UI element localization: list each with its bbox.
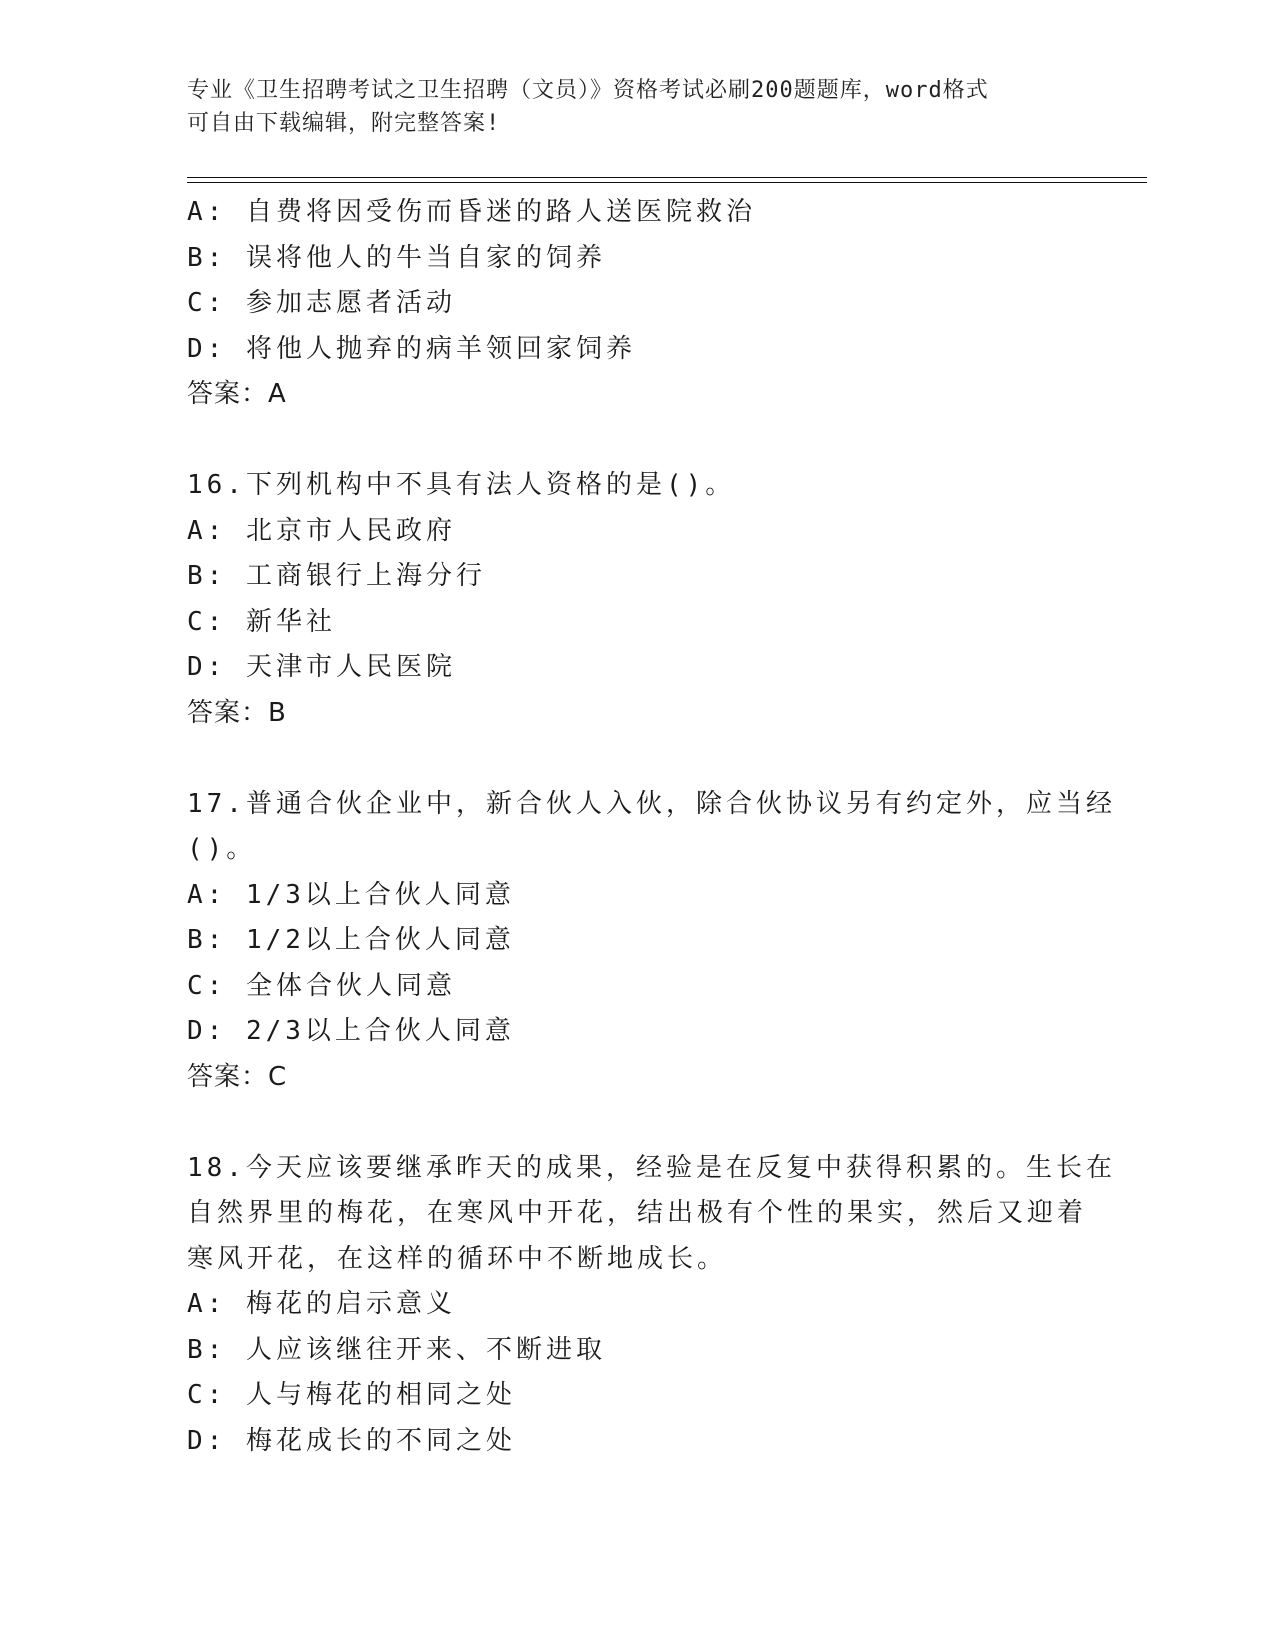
option-d: D: 天津市人民医院 bbox=[187, 652, 456, 682]
answer: 答案：A bbox=[187, 379, 287, 409]
option-d: D: 梅花成长的不同之处 bbox=[187, 1425, 516, 1456]
option-b: B: 人应该继往开来、不断进取 bbox=[187, 1334, 606, 1365]
option-c: C: 全体合伙人同意 bbox=[187, 970, 456, 1001]
option-d: D: 将他人抛弃的病羊领回家饲养 bbox=[187, 333, 636, 364]
question-16 bbox=[187, 463, 1087, 736]
header-title-line-1: 专业《卫生招聘考试之卫生招聘（文员）》资格考试必刷200题题库，word格式 bbox=[187, 78, 989, 103]
question-stem-line-3: 寒风开花，在这样的循环中不断地成长。 bbox=[187, 1243, 728, 1274]
option-a: A: 1/3以上合伙人同意 bbox=[187, 879, 515, 910]
option-c: C: 参加志愿者活动 bbox=[187, 288, 456, 318]
answer: 答案：C bbox=[187, 1061, 288, 1092]
header-title-line-2: 可自由下载编辑，附完整答案! bbox=[187, 111, 501, 136]
option-c: C: 人与梅花的相同之处 bbox=[187, 1380, 516, 1410]
spacer bbox=[187, 1100, 1087, 1146]
question-18 bbox=[187, 1146, 1116, 1465]
header-rule-top bbox=[187, 177, 1147, 178]
question-stem-line-1: 18.今天应该要继承昨天的成果，经验是在反复中获得积累的。生长在 bbox=[187, 1152, 1116, 1183]
question-17 bbox=[187, 782, 1116, 1101]
option-a: A: 自费将因受伤而昏迷的路人送医院救治 bbox=[187, 197, 756, 227]
option-d: D: 2/3以上合伙人同意 bbox=[187, 1016, 515, 1046]
answer: 答案：B bbox=[187, 697, 287, 728]
question-stem: 16.下列机构中不具有法人资格的是()。 bbox=[187, 470, 736, 500]
question-stem-line-1: 17.普通合伙企业中，新合伙人入伙，除合伙协议另有约定外，应当经 bbox=[187, 788, 1116, 819]
document-header bbox=[187, 74, 1087, 140]
question-stem-line-2: 自然界里的梅花，在寒风中开花，结出极有个性的果实，然后又迎着 bbox=[187, 1198, 1088, 1228]
question-list bbox=[187, 190, 1116, 1464]
option-a: A: 梅花的启示意义 bbox=[187, 1289, 456, 1319]
header-rule-bottom bbox=[187, 182, 1147, 183]
spacer bbox=[187, 418, 1087, 464]
question-stem-line-2: ()。 bbox=[187, 834, 257, 864]
spacer bbox=[187, 736, 1087, 782]
question-15 bbox=[187, 190, 1087, 418]
option-c: C: 新华社 bbox=[187, 606, 336, 637]
option-a: A: 北京市人民政府 bbox=[187, 515, 456, 546]
option-b: B: 1/2以上合伙人同意 bbox=[187, 925, 515, 955]
option-b: B: 误将他人的牛当自家的饲养 bbox=[187, 242, 606, 273]
option-b: B: 工商银行上海分行 bbox=[187, 561, 486, 591]
